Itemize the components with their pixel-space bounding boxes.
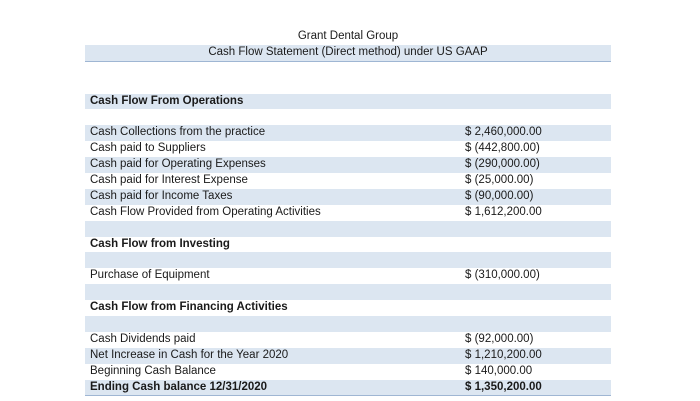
line-item-interest-expense [85,173,611,189]
line-item-beginning-balance [85,364,611,380]
line-item-amount: $ (290,000.00) [465,158,540,171]
section-heading-label: Cash Flow from Investing [90,237,230,250]
section-heading-label: Cash Flow from Financing Activities [90,301,288,314]
statement-title: Cash Flow Statement (Direct method) under US GAAP [85,45,611,62]
spacer-row [85,109,611,125]
line-item-operating-expenses [85,157,611,173]
line-item-purchase-equipment [85,268,611,284]
line-item-label: Cash paid for Interest Expense [90,174,248,187]
line-item-amount: $ (25,000.00) [465,174,534,187]
spacer-row [85,221,611,237]
spacer-row [85,78,611,94]
spacer-row [85,62,611,78]
line-item-dividends [85,332,611,348]
line-item-net-increase [85,348,611,364]
line-item-label: Cash paid for Income Taxes [90,189,233,202]
line-item-label: Ending Cash balance 12/31/2020 [90,380,268,393]
line-item-label: Cash paid to Suppliers [90,142,206,155]
line-item-income-taxes [85,189,611,205]
line-item-amount: $ (310,000.00) [465,269,540,282]
line-item-amount: $ (442,800.00) [465,142,540,155]
cash-flow-statement [85,29,611,396]
spacer-row [85,252,611,268]
line-item-amount: $ 1,210,200.00 [465,348,542,361]
line-item-amount: $ 140,000.00 [465,364,533,377]
company-name: Grant Dental Group [297,30,399,42]
line-item-label: Purchase of Equipment [90,269,210,282]
spacer-row [85,284,611,300]
line-item-amount: $ 1,350,200.00 [465,380,542,393]
line-item-cash-collections [85,125,611,141]
line-item-ending-balance [85,380,611,397]
section-heading-operations [85,94,611,110]
line-item-label: Cash Collections from the practice [90,126,266,139]
section-heading-label: Cash Flow From Operations [90,94,244,107]
spacer-row [85,316,611,332]
line-item-amount: $ (90,000.00) [465,189,534,202]
line-item-amount: $ 1,612,200.00 [465,205,542,218]
line-item-label: Cash Flow Provided from Operating Activities [90,205,321,218]
section-heading-investing [85,237,611,253]
line-item-label: Net Increase in Cash for the Year 2020 [90,348,289,361]
line-item-amount: $ 2,460,000.00 [465,126,542,139]
line-item-amount: $ (92,000.00) [465,332,534,345]
section-heading-financing [85,300,611,316]
line-item-operating-total [85,205,611,221]
line-item-label: Cash paid for Operating Expenses [90,158,266,171]
line-item-label: Cash Dividends paid [90,332,196,345]
line-item-label: Beginning Cash Balance [90,364,216,377]
line-item-paid-suppliers [85,141,611,157]
